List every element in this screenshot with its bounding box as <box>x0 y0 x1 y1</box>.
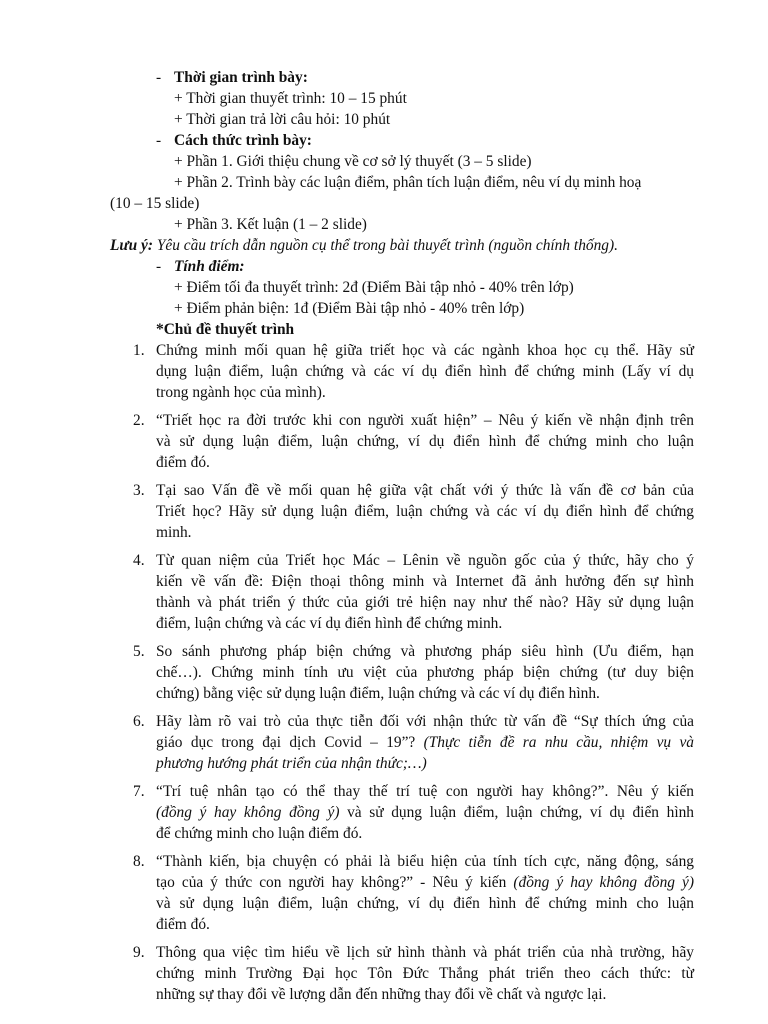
note-text: Yêu cầu trích dẫn nguồn cụ thể trong bài thuyết trình (nguồn chính thống). <box>153 237 618 254</box>
topic-number: 4. <box>133 552 145 569</box>
topic-item <box>0 781 694 844</box>
topic-line: So sánh phương pháp biện chứng và phương pháp siêu hình (Ưu điểm, hạn <box>156 643 694 660</box>
topic-item <box>0 480 694 543</box>
topic-line: Triết học? Hãy sử dụng luận điểm, luận chứng và các ví dụ điển hình để chứng <box>156 503 694 520</box>
topic-number: 1. <box>133 342 145 359</box>
topic-line: Tại sao Vấn đề về mối quan hệ giữa vật chất với ý thức là vấn đề cơ bản của <box>156 482 694 499</box>
topic-item <box>0 641 694 704</box>
method-heading-row: - Cách thức trình bày: <box>156 132 312 149</box>
topic-line: trong ngành học của mình). <box>156 384 326 401</box>
score-heading-row: - Tính điểm: <box>156 258 245 275</box>
topic-line: phương hướng phát triển của nhận thức;…) <box>156 755 427 772</box>
topic-line: dụng luận điểm, luận chứng và các ví dụ điển hình để chứng minh (Lấy ví dụ <box>156 363 694 380</box>
topic-line: điểm đó. <box>156 916 210 933</box>
topic-line: tạo của ý thức con người hay không?” - Nêu ý kiến (đồng ý hay không đồng ý) <box>156 874 694 891</box>
topic-number: 7. <box>133 783 145 800</box>
topic-line: Chứng minh mối quan hệ giữa triết học và các ngành khoa học cụ thể. Hãy sử <box>156 342 694 359</box>
topic-number: 8. <box>133 853 145 870</box>
note-label: Lưu ý: <box>110 237 153 254</box>
topic-line: “Triết học ra đời trước khi con người xuất hiện” – Nêu ý kiến về nhận định trên <box>156 412 694 429</box>
topic-item <box>0 851 694 935</box>
topics-list <box>0 340 768 1005</box>
score-item: + Điểm phản biện: 1đ (Điểm Bài tập nhỏ - 40% trên lớp) <box>174 300 525 317</box>
topic-line: “Trí tuệ nhân tạo có thể thay thế trí tuệ con người hay không?”. Nêu ý kiến <box>156 783 694 800</box>
topic-line: điểm đó. <box>156 454 210 471</box>
topic-item <box>0 711 694 774</box>
topic-line: điểm, luận chứng và các ví dụ điển hình để chứng minh. <box>156 615 503 632</box>
topic-line: “Thành kiến, bịa chuyện có phải là biểu hiện của tính tích cực, năng động, sáng <box>156 853 694 870</box>
topic-line: (đồng ý hay không đồng ý) và sử dụng luận điểm, luận chứng, ví dụ điển hình <box>156 804 694 821</box>
time-heading: Thời gian trình bày: <box>174 69 308 86</box>
topic-number: 5. <box>133 643 145 660</box>
topic-number: 2. <box>133 412 145 429</box>
topic-line: để chứng minh cho luận điểm đó. <box>156 825 363 842</box>
topics-heading: *Chủ đề thuyết trình <box>156 321 295 338</box>
topic-item <box>0 340 694 403</box>
time-item: + Thời gian thuyết trình: 10 – 15 phút <box>174 90 407 107</box>
score-item: + Điểm tối đa thuyết trình: 2đ (Điểm Bài tập nhỏ - 40% trên lớp) <box>174 279 574 296</box>
part-2-cont: (10 – 15 slide) <box>110 195 200 212</box>
topic-item <box>0 550 694 634</box>
topic-item <box>0 942 694 1005</box>
topic-number: 3. <box>133 482 145 499</box>
time-item: + Thời gian trả lời câu hỏi: 10 phút <box>174 111 391 128</box>
score-heading: Tính điểm: <box>174 258 245 275</box>
topic-line: thành và phát triển ý thức của giới trẻ hiện nay như thế nào? Hãy sử dụng luận <box>156 594 694 611</box>
topic-line: kiến về vấn đề: Điện thoại thông minh và Internet đã ảnh hưởng đến sự hình <box>156 573 694 590</box>
topic-line: và sử dụng luận điểm, luận chứng, ví dụ điển hình để chứng minh cho luận <box>156 895 694 912</box>
topic-line: chứng minh Trường Đại học Tôn Đức Thắng phát triển theo cách thức: từ <box>156 965 694 982</box>
part-1: + Phần 1. Giới thiệu chung về cơ sở lý thuyết (3 – 5 slide) <box>174 153 532 170</box>
topic-line: Từ quan niệm của Triết học Mác – Lênin về nguồn gốc của ý thức, hãy cho ý <box>156 552 694 569</box>
method-heading: Cách thức trình bày: <box>174 132 312 149</box>
topic-line: giáo dục trong đại dịch Covid – 19”? (Thực tiễn đề ra nhu cầu, nhiệm vụ và <box>156 734 694 751</box>
topic-line: Thông qua việc tìm hiểu về lịch sử hình thành và phát triển của nhà trường, hãy <box>156 944 694 961</box>
topic-line: chứng) bằng việc sử dụng luận điểm, luận chứng và các ví dụ điển hình. <box>156 685 600 702</box>
note <box>0 235 768 256</box>
topic-number: 6. <box>133 713 145 730</box>
topic-line: minh. <box>156 524 192 541</box>
part-2: + Phần 2. Trình bày các luận điểm, phân tích luận điểm, nêu ví dụ minh hoạ <box>174 174 642 191</box>
topic-item <box>0 410 694 473</box>
time-heading-row: - Thời gian trình bày: <box>156 69 308 86</box>
part-3: + Phần 3. Kết luận (1 – 2 slide) <box>174 216 367 233</box>
topic-line: những sự thay đổi về lượng dẫn đến những thay đổi về chất và ngược lại. <box>156 986 607 1003</box>
topic-line: chế…). Chứng minh tính ưu việt của phương pháp biện chứng (tư duy biện <box>156 664 694 681</box>
topic-line: Hãy làm rõ vai trò của thực tiễn đối với nhận thức từ vấn đề “Sự thích ứng của <box>156 713 694 730</box>
topic-line: và sử dụng luận điểm, luận chứng, ví dụ điển hình để chứng minh cho luận <box>156 433 694 450</box>
topic-number: 9. <box>133 944 145 961</box>
